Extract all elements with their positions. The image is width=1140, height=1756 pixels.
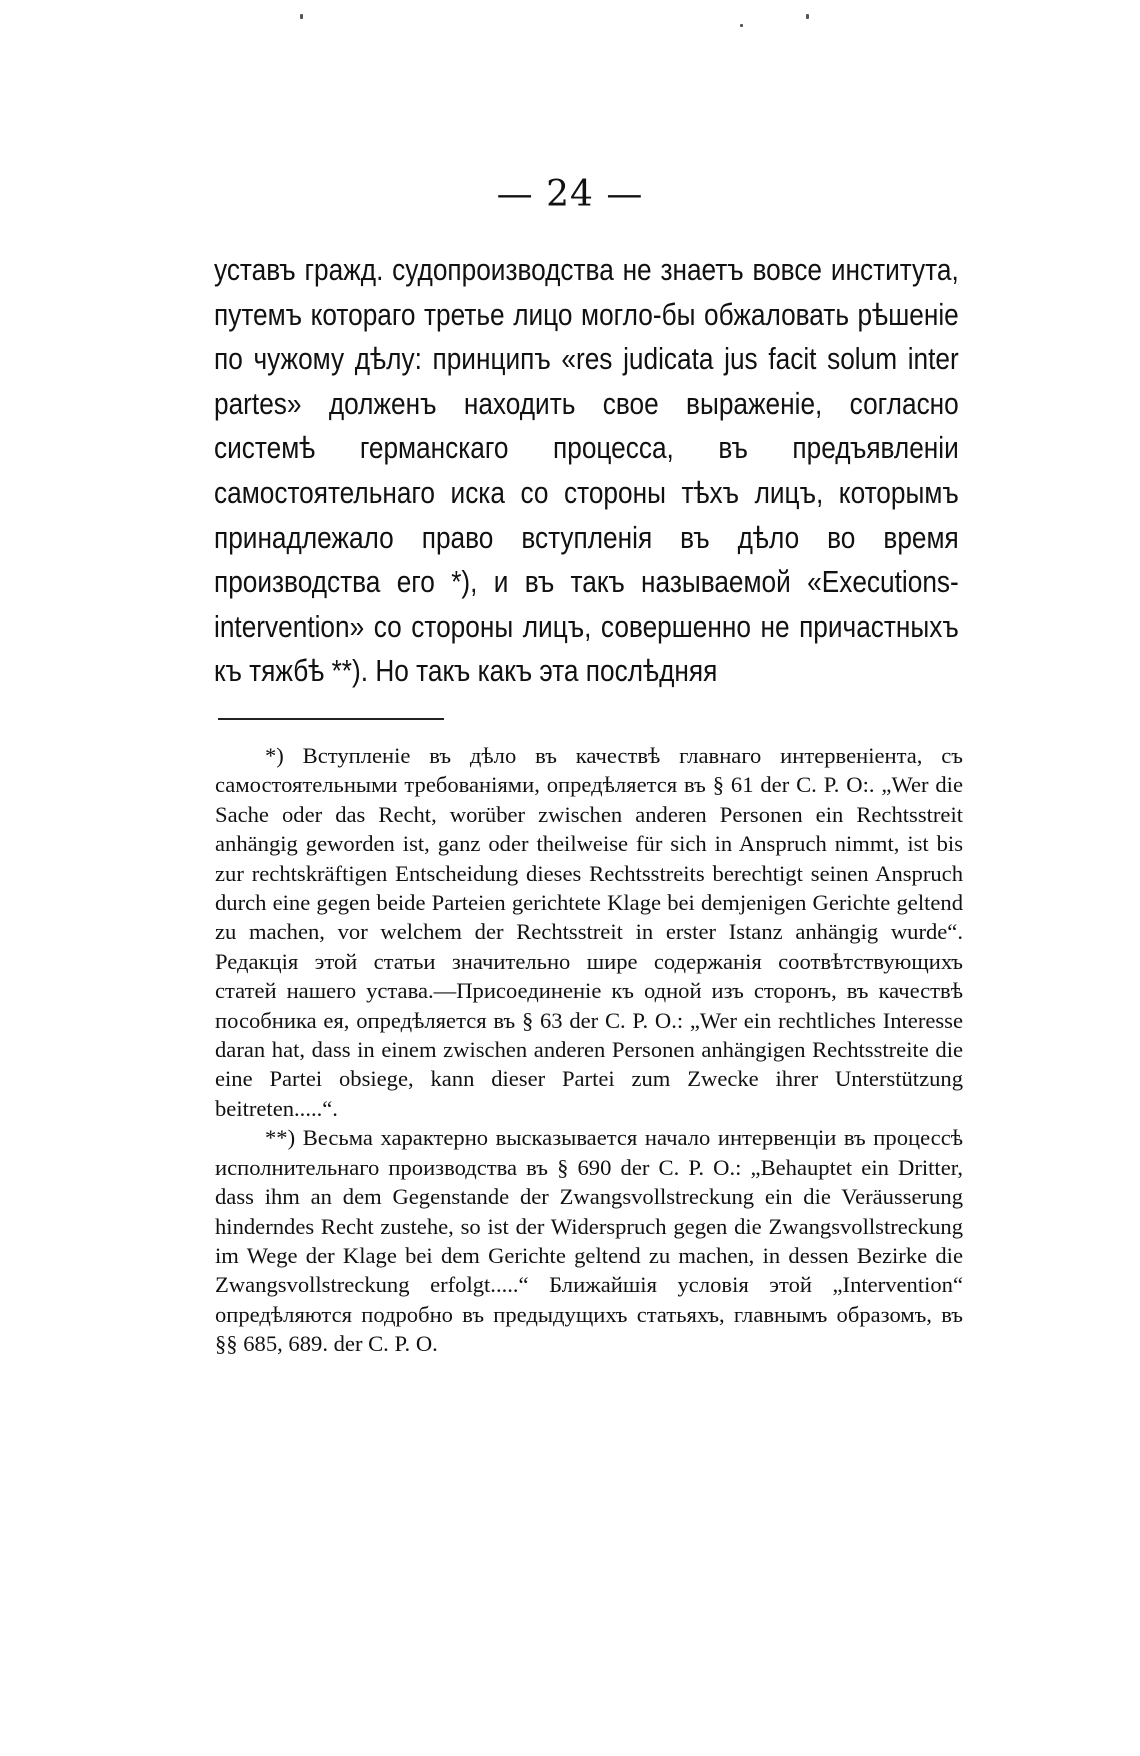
scan-specks [0, 10, 1140, 40]
footnote-text: Вступленіе въ дѣло въ качествѣ главнаго интервеніента, съ самостоятельными требованіями, опредѣляется въ § 61 der C. P. O:. „Wer die Sache oder das Recht, worüber zwischen anderen Personen ein Rechtsstreit anhängig geworden ist, ganz oder theilweise für sich in Anspruch nimmt, ist bis zur rechtskräftigen Entscheidung dieses Rechtsstreits berechtigt seinen Anspruch durch eine gegen beide Parteien gerichtete Klage bei demjenigen Gerichte geltend zu machen, vor welchem der Rechtsstreit in erster Istanz anhängig wurde“. Редакція этой статьи значительно шире содержанія соотвѣтствующихъ статей нашего устава.—Присоединеніе къ одной изъ сторонъ, въ качествѣ пособника ея, опредѣляется въ § 63 der C. P. O.: „Wer ein rechtliches Interesse daran hat, dass in einem zwischen anderen Personen anhängigen Rechtsstreite die eine Partei obsiege, kann dieser Partei zum Zwecke ihrer Unterstützung beitreten.....“. [215, 743, 963, 1121]
body-paragraph [214, 248, 959, 694]
footnote-text: Весьма характерно высказывается начало интервенціи въ процессѣ исполнительнаго производства въ § 690 der C. P. O.: „Behauptet ein Dritter, dass ihm an dem Gegenstande der Zwangsvollstreckung ein die Veräusserung hinderndes Recht zustehe, so ist der Widerspruch gegen die Zwangsvollstreckung im Wege der Klage bei dem Gerichte geltend zu machen, in dessen Bezirke die Zwangsvollstreckung erfolgt.....“ Ближайшія условія этой „Intervention“ опредѣляются подробно въ предыдущихъ статьяхъ, главнымъ образомъ, въ §§ 685, 689. der C. P. O. [215, 1125, 963, 1357]
footnotes [215, 741, 963, 1359]
footnote-marker: *) [265, 743, 284, 768]
body-text: уставъ гражд. судопроизводства не знаетъ вовсе института, путемъ котораго третье лицо могло-бы обжаловать рѣшеніе по чужому дѣлу: принципъ «res judicata jus facit solum inter partes» долженъ находить свое выраженіе, согласно системѣ германскаго процесса, въ предъявленіи самостоятельнаго иска со стороны тѣхъ лицъ, которымъ принадлежало право вступленія въ дѣло во время производства его *), и въ такъ называемой «Executions-intervention» со стороны лицъ, совершенно не причастныхъ къ тяжбѣ **). Но такъ какъ эта послѣдняя [214, 253, 959, 689]
scan-speck [806, 14, 809, 19]
footnote-1 [215, 741, 963, 1123]
scan-speck [740, 24, 743, 27]
page-number: — 24 — [496, 174, 644, 215]
footnote-marker: **) [265, 1125, 296, 1151]
scan-speck [300, 14, 303, 19]
footnote-2 [215, 1123, 963, 1358]
footnote-divider [218, 718, 444, 720]
